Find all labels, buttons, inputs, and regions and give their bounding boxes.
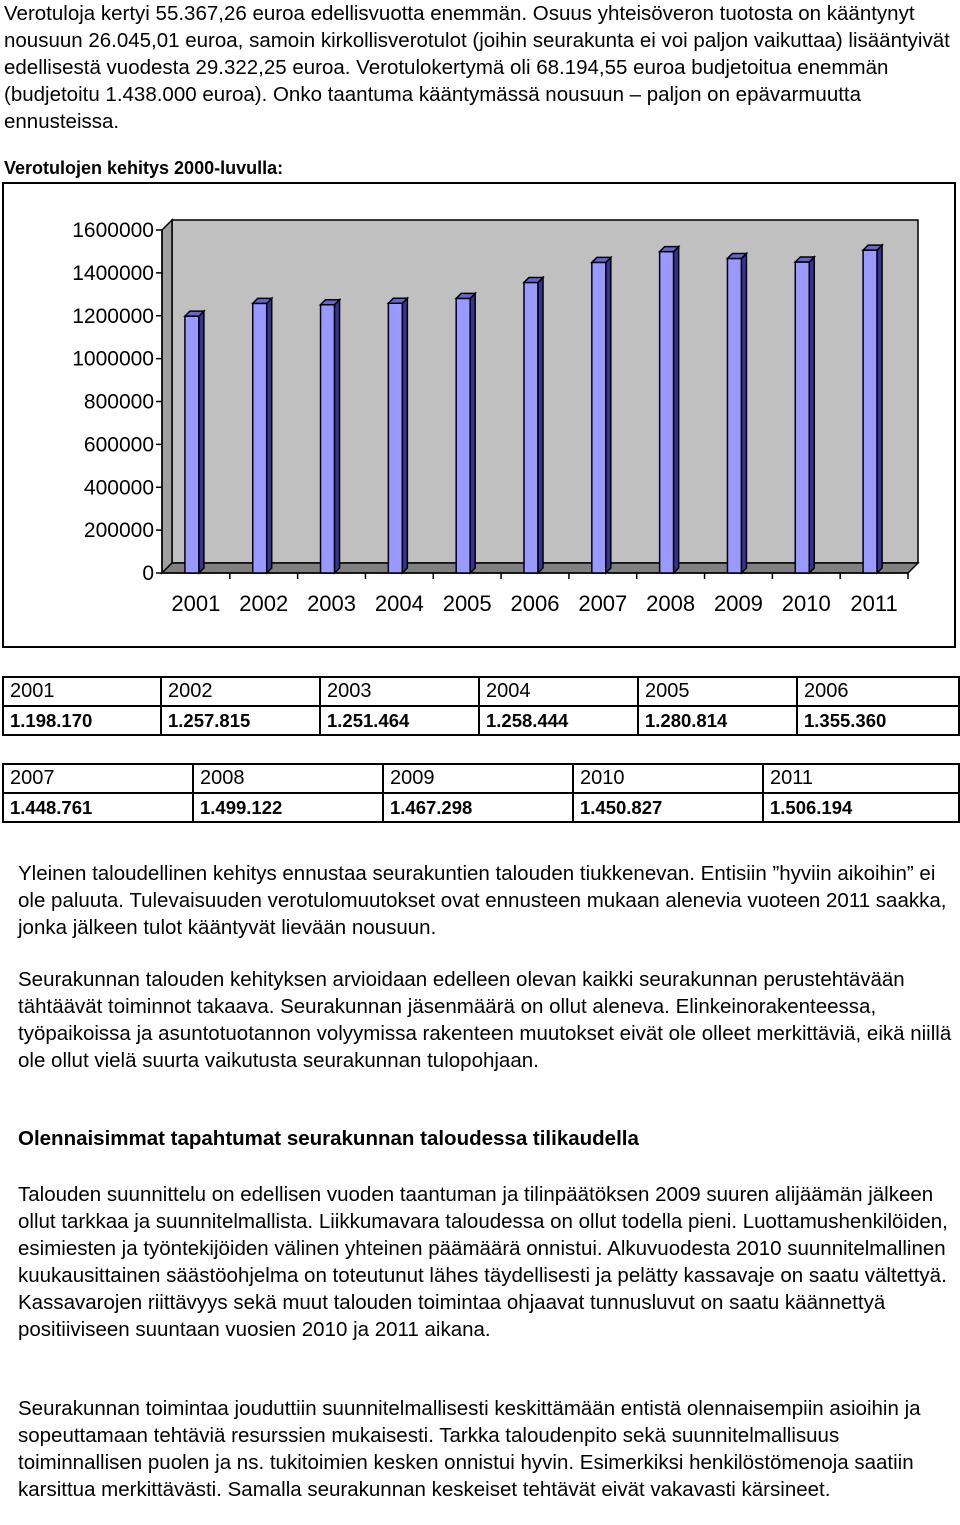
x-tick-label: 2007 bbox=[578, 591, 628, 616]
table-value-cell: 1.257.815 bbox=[161, 706, 320, 735]
x-tick-label: 2005 bbox=[442, 591, 492, 616]
table-value-cell: 1.280.814 bbox=[638, 706, 797, 735]
x-tick-label: 2011 bbox=[850, 591, 898, 616]
bar-side-2009 bbox=[741, 253, 746, 573]
y-tick-label: 400000 bbox=[83, 476, 154, 500]
table-year-cell: 2007 bbox=[3, 764, 193, 793]
table-year-cell: 2009 bbox=[383, 764, 573, 793]
paragraph-outlook: Yleinen taloudellinen kehitys ennustaa seurakuntien talouden tiukkenevan. Entisiin ”hyviin aikoihin” ei ole paluuta. Tulevaisuuden verotulomuutokset ovat ennusteen mukaan alenevia vuoteen 2011 saakka, jonka jälkeen tulot kääntyvät lievään nousuun. bbox=[18, 862, 947, 939]
chart-title: Verotulojen kehitys 2000-luvulla: bbox=[4, 158, 284, 178]
table-year-cell: 2010 bbox=[573, 764, 763, 793]
bar-side-2006 bbox=[538, 277, 543, 573]
table-value-cell: 1.198.170 bbox=[3, 706, 161, 735]
y-tick-label: 0 bbox=[142, 562, 154, 585]
table-value-cell: 1.467.298 bbox=[383, 793, 573, 822]
y-tick-label: 200000 bbox=[83, 519, 154, 543]
revenue-table-2001-2006 bbox=[2, 676, 960, 736]
x-tick-label: 2001 bbox=[171, 591, 221, 616]
bar-2004 bbox=[388, 303, 402, 573]
table-year-cell: 2003 bbox=[320, 677, 479, 706]
section-heading: Olennaisimmat tapahtumat seurakunnan taloudessa tilikaudella bbox=[18, 1127, 639, 1150]
bar-2002 bbox=[253, 303, 267, 573]
bar-2007 bbox=[592, 262, 606, 573]
x-tick-label: 2004 bbox=[374, 591, 424, 616]
y-tick-label: 1200000 bbox=[72, 304, 154, 328]
bar-2005 bbox=[456, 298, 470, 573]
table-year-cell: 2011 bbox=[763, 764, 959, 793]
bar-side-2003 bbox=[335, 300, 340, 573]
table-year-cell: 2005 bbox=[638, 677, 797, 706]
table-value-cell: 1.450.827 bbox=[573, 793, 763, 822]
x-tick-label: 2010 bbox=[781, 591, 831, 616]
y-tick-label: 800000 bbox=[83, 390, 154, 414]
bar-side-2001 bbox=[199, 311, 204, 573]
bar-side-2007 bbox=[606, 257, 611, 573]
y-tick-label: 1000000 bbox=[72, 347, 154, 371]
bar-2001 bbox=[185, 316, 199, 573]
bar-2008 bbox=[660, 252, 674, 573]
bar-2003 bbox=[321, 305, 335, 573]
table-year-cell: 2002 bbox=[161, 677, 320, 706]
chart-side-wall bbox=[162, 220, 172, 573]
y-tick-label: 1600000 bbox=[72, 219, 154, 242]
x-tick-label: 2003 bbox=[307, 591, 357, 616]
bar-side-2005 bbox=[470, 293, 475, 573]
x-tick-label: 2008 bbox=[646, 591, 696, 616]
bar-2006 bbox=[524, 282, 538, 573]
bar-2011 bbox=[863, 250, 877, 573]
table-value-cell: 1.251.464 bbox=[320, 706, 479, 735]
bar-side-2008 bbox=[674, 247, 679, 573]
bar-side-2002 bbox=[267, 298, 272, 573]
y-tick-label: 600000 bbox=[83, 433, 154, 457]
bar-side-2004 bbox=[402, 298, 407, 573]
x-tick-label: 2009 bbox=[713, 591, 763, 616]
table-year-cell: 2008 bbox=[193, 764, 383, 793]
chart-canvas bbox=[4, 184, 954, 646]
table-value-cell: 1.448.761 bbox=[3, 793, 193, 822]
paragraph-planning: Talouden suunnittelu on edellisen vuoden taantuman ja tilinpäätöksen 2009 suuren alijäämän jälkeen ollut tarkkaa ja suunnitelmallista. Liikkumavara taloudessa on ollut todella pieni. Luottamushenkilöiden, esimiesten ja työntekijöiden välinen yhteinen päämäärä onnistui. Alkuvuodesta 2010 suunnitelmallinen kuukausittainen säästöohjelma on toteutunut lähes täydellisesti ja pelätty kassavaje on saatu vältettyä. Kassavarojen riittävyys sekä muut talouden toimintaa ohjaavat tunnusluvut on saatu käännettyä positiiviseen suuntaan vuosien 2010 ja 2011 aikana. bbox=[18, 1183, 948, 1341]
table-year-cell: 2004 bbox=[479, 677, 638, 706]
bar-2009 bbox=[727, 258, 741, 573]
x-tick-label: 2006 bbox=[510, 591, 560, 616]
revenue-table-2007-2011 bbox=[2, 763, 960, 823]
table-value-cell: 1.355.360 bbox=[797, 706, 959, 735]
bar-side-2010 bbox=[809, 257, 814, 573]
bar-2010 bbox=[795, 262, 809, 573]
paragraph-operations: Seurakunnan toimintaa jouduttiin suunnitelmallisesti keskittämään entistä olennaisempiin asioihin ja sopeuttamaan tehtäviä resurssien mukaisesti. Tarkka taloudenpito sekä suunnitelmallisuus toiminnallisen puolen ja ns. tukitoimien kesken onnistui hyvin. Esimerkiksi henkilöstömenoja saatiin karsittua merkittävästi. Samalla seurakunnan keskeiset tehtävät eivät vakavasti kärsineet. bbox=[18, 1397, 921, 1501]
table-year-cell: 2001 bbox=[3, 677, 161, 706]
y-tick-label: 1400000 bbox=[72, 261, 154, 285]
table-value-cell: 1.506.194 bbox=[763, 793, 959, 822]
bar-side-2011 bbox=[877, 245, 882, 573]
table-year-cell: 2006 bbox=[797, 677, 959, 706]
intro-paragraph: Verotuloja kertyi 55.367,26 euroa edellisvuotta enemmän. Osuus yhteisöveron tuotosta on kääntynyt nousuun 26.045,01 euroa, samoin kirkollisverotulot (joihin seurakunta ei voi paljon vaikuttaa) lisääntyivät edellisestä vuodesta 29.322,25 euroa. Verotulokertymä oli 68.194,55 euroa budjetoitua enemmän (budjetoitu 1.438.000 euroa). Onko taantuma kääntymässä nousuun – paljon on epävarmuutta ennusteissa. bbox=[4, 2, 950, 133]
tax-revenue-chart bbox=[2, 182, 956, 648]
table-value-cell: 1.499.122 bbox=[193, 793, 383, 822]
paragraph-development: Seurakunnan talouden kehityksen arvioidaan edelleen olevan kaikki seurakunnan perustehtävään tähtäävät toiminnot takaava. Seurakunnan jäsenmäärä on ollut aleneva. Elinkeinorakenteessa, työpaikoissa ja asuntotuotannon volyymissa rakenteen muutokset eivät ole olleet merkittäviä, eikä niillä ole ollut vielä suurta vaikutusta seurakunnan tulopohjaan. bbox=[18, 968, 952, 1072]
table-value-cell: 1.258.444 bbox=[479, 706, 638, 735]
x-tick-label: 2002 bbox=[239, 591, 289, 616]
